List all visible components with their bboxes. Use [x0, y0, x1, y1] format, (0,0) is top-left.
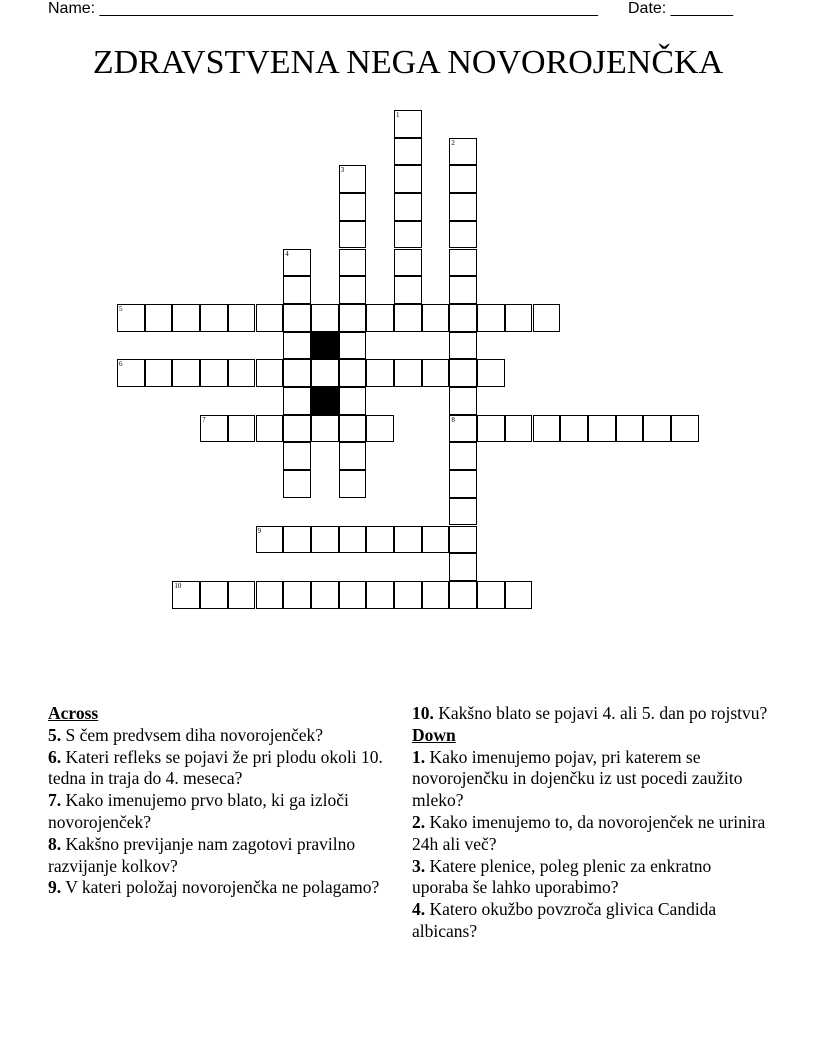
- grid-cell[interactable]: [339, 415, 367, 443]
- grid-cell[interactable]: [283, 304, 311, 332]
- grid-cell[interactable]: [394, 359, 422, 387]
- grid-cell[interactable]: [449, 276, 477, 304]
- grid-cell[interactable]: [200, 359, 228, 387]
- grid-cell[interactable]: [283, 442, 311, 470]
- grid-cell-number: 2: [451, 138, 455, 147]
- grid-cell[interactable]: [449, 165, 477, 193]
- name-field-label: Name: ________________________________________________________: [48, 0, 598, 17]
- grid-cell[interactable]: [394, 110, 422, 138]
- grid-cell[interactable]: [256, 304, 284, 332]
- grid-cell[interactable]: [449, 304, 477, 332]
- grid-cell[interactable]: [394, 249, 422, 277]
- grid-cell[interactable]: [449, 359, 477, 387]
- grid-cell[interactable]: [477, 415, 505, 443]
- grid-cell[interactable]: [311, 359, 339, 387]
- grid-cell[interactable]: [449, 193, 477, 221]
- grid-cell[interactable]: [339, 304, 367, 332]
- grid-cell[interactable]: [311, 526, 339, 554]
- grid-cell[interactable]: [228, 304, 256, 332]
- grid-cell[interactable]: [283, 526, 311, 554]
- grid-cell[interactable]: [449, 221, 477, 249]
- clue-number: 9.: [48, 877, 62, 898]
- grid-cell[interactable]: [643, 415, 671, 443]
- clue-text: Kakšno blato se pojavi 4. ali 5. dan po rojstvu?: [438, 703, 768, 723]
- grid-cell[interactable]: [283, 470, 311, 498]
- grid-cell[interactable]: [394, 221, 422, 249]
- grid-cell[interactable]: [145, 304, 173, 332]
- grid-cell[interactable]: [588, 415, 616, 443]
- page-title: ZDRAVSTVENA NEGA NOVOROJENČKA: [92, 44, 724, 81]
- grid-cell[interactable]: [671, 415, 699, 443]
- grid-cell[interactable]: [311, 304, 339, 332]
- clue-text: Kateri refleks se pojavi že pri plodu okoli 10. tedna in traja do 4. meseca?: [48, 746, 383, 789]
- date-field-label: Date: _______: [628, 0, 733, 17]
- grid-cell[interactable]: [394, 138, 422, 166]
- down-heading: Down: [412, 724, 456, 745]
- clue-text: Kako imenujemo prvo blato, ki ga izloči novorojenček?: [48, 790, 349, 832]
- grid-cell[interactable]: [339, 359, 367, 387]
- grid-cell[interactable]: [366, 581, 394, 609]
- clue-number: 4.: [412, 899, 426, 920]
- grid-cell[interactable]: [283, 276, 311, 304]
- grid-cell[interactable]: [616, 415, 644, 443]
- grid-cell[interactable]: [560, 415, 588, 443]
- grid-cell[interactable]: [477, 304, 505, 332]
- clue-across-6: [48, 747, 388, 791]
- grid-cell[interactable]: [394, 581, 422, 609]
- grid-cell[interactable]: [505, 415, 533, 443]
- clue-number: 3.: [412, 855, 426, 876]
- grid-cell[interactable]: [228, 359, 256, 387]
- grid-cell[interactable]: [422, 304, 450, 332]
- grid-cell[interactable]: [449, 470, 477, 498]
- clue-across-10: [412, 703, 772, 725]
- grid-cell[interactable]: [283, 415, 311, 443]
- grid-cell[interactable]: [283, 249, 311, 277]
- clue-number: 6.: [48, 746, 62, 767]
- grid-cell[interactable]: [311, 581, 339, 609]
- grid-cell-number: 5: [119, 304, 123, 313]
- grid-cell[interactable]: [145, 359, 173, 387]
- grid-cell[interactable]: [422, 581, 450, 609]
- grid-cell[interactable]: [394, 304, 422, 332]
- grid-cell[interactable]: [256, 415, 284, 443]
- grid-cell[interactable]: [283, 387, 311, 415]
- grid-cell[interactable]: [477, 359, 505, 387]
- grid-cell-number: 6: [119, 360, 123, 369]
- clue-down-4: [412, 899, 772, 943]
- grid-cell[interactable]: [422, 526, 450, 554]
- clue-number: 1.: [412, 746, 426, 767]
- grid-cell[interactable]: [200, 304, 228, 332]
- clue-down-1: [412, 747, 772, 812]
- clue-text: S čem predvsem diha novorojenček?: [65, 724, 324, 745]
- grid-cell[interactable]: [339, 193, 367, 221]
- grid-cell[interactable]: [366, 526, 394, 554]
- grid-cell-number: 9: [257, 526, 261, 535]
- grid-cell-number: 1: [396, 111, 400, 119]
- grid-cell[interactable]: [283, 332, 311, 360]
- clues-right-column: [412, 703, 772, 943]
- grid-cell[interactable]: [339, 470, 367, 498]
- across-heading: Across: [48, 703, 99, 723]
- grid-cell[interactable]: [533, 304, 561, 332]
- clue-text: Katero okužbo povzroča glivica Candida albicans?: [412, 899, 717, 941]
- clue-text: Kakšno previjanje nam zagotovi pravilno razvijanje kolkov?: [48, 833, 356, 876]
- grid-cell[interactable]: [339, 276, 367, 304]
- clue-text: Katere plenice, poleg plenic za enkratno uporaba še lahko uporabimo?: [412, 855, 712, 898]
- grid-cell[interactable]: [339, 165, 367, 193]
- grid-cell-number: 10: [174, 581, 182, 590]
- grid-cell[interactable]: [172, 304, 200, 332]
- grid-cell[interactable]: [200, 581, 228, 609]
- grid-cell[interactable]: [449, 581, 477, 609]
- grid-cell[interactable]: [449, 553, 477, 581]
- grid-cell[interactable]: [117, 359, 145, 387]
- grid-cell[interactable]: [172, 359, 200, 387]
- grid-cell[interactable]: [339, 249, 367, 277]
- grid-cell[interactable]: [394, 276, 422, 304]
- grid-cell[interactable]: [339, 332, 367, 360]
- grid-cell[interactable]: [228, 581, 256, 609]
- grid-cell-number: 4: [285, 249, 289, 258]
- grid-cell[interactable]: [449, 387, 477, 415]
- grid-cell[interactable]: [449, 138, 477, 166]
- grid-cell[interactable]: [283, 359, 311, 387]
- grid-cell[interactable]: [366, 359, 394, 387]
- grid-cell[interactable]: [339, 442, 367, 470]
- clue-text: Kako imenujemo pojav, pri katerem se novorojenčku in dojenčku iz ust pocedi zaužito mleko?: [412, 746, 743, 811]
- grid-cell[interactable]: [422, 359, 450, 387]
- clue-number: 2.: [412, 811, 426, 832]
- grid-cell[interactable]: [256, 359, 284, 387]
- clue-number: 7.: [48, 790, 62, 811]
- grid-cell[interactable]: [339, 581, 367, 609]
- grid-cell-blocked: [311, 332, 339, 360]
- clues-left-column: [48, 703, 388, 899]
- clue-number: 10.: [412, 703, 434, 723]
- grid-cell[interactable]: [505, 581, 533, 609]
- grid-cell-number: 7: [202, 415, 206, 424]
- grid-cell[interactable]: [172, 581, 200, 609]
- grid-cell[interactable]: [394, 165, 422, 193]
- grid-cell[interactable]: [449, 498, 477, 526]
- clue-down-2: [412, 812, 772, 856]
- clue-text: Kako imenujemo to, da novorojenček ne urinira 24h ali več?: [412, 811, 766, 854]
- clue-number: 8.: [48, 833, 62, 854]
- clue-number: 5.: [48, 724, 62, 745]
- grid-cell-number: 8: [451, 415, 455, 424]
- grid-cell[interactable]: [477, 581, 505, 609]
- grid-cell[interactable]: [283, 581, 311, 609]
- grid-cell[interactable]: [449, 415, 477, 443]
- grid-cell[interactable]: [311, 415, 339, 443]
- grid-cell[interactable]: [339, 387, 367, 415]
- clue-across-8: [48, 834, 388, 878]
- grid-cell[interactable]: [505, 304, 533, 332]
- grid-cell[interactable]: [366, 415, 394, 443]
- grid-cell[interactable]: [533, 415, 561, 443]
- grid-cell[interactable]: [394, 526, 422, 554]
- clue-text: V kateri položaj novorojenčka ne polagamo?: [65, 877, 380, 898]
- grid-cell[interactable]: [339, 221, 367, 249]
- grid-cell[interactable]: [449, 442, 477, 470]
- grid-cell[interactable]: [117, 304, 145, 332]
- grid-cell[interactable]: [256, 526, 284, 554]
- clue-across-5: [48, 725, 388, 747]
- grid-cell[interactable]: [449, 249, 477, 277]
- grid-cell-number: 3: [340, 166, 345, 175]
- grid-cell[interactable]: [449, 526, 477, 554]
- grid-cell[interactable]: [366, 304, 394, 332]
- grid-cell[interactable]: [200, 415, 228, 443]
- grid-cell[interactable]: [449, 332, 477, 360]
- clue-down-3: [412, 856, 772, 900]
- grid-cell[interactable]: [228, 415, 256, 443]
- grid-cell-blocked: [311, 387, 339, 415]
- grid-cell[interactable]: [256, 581, 284, 609]
- clue-across-7: [48, 790, 388, 834]
- clue-across-9: [48, 877, 388, 899]
- grid-cell[interactable]: [394, 193, 422, 221]
- grid-cell[interactable]: [339, 526, 367, 554]
